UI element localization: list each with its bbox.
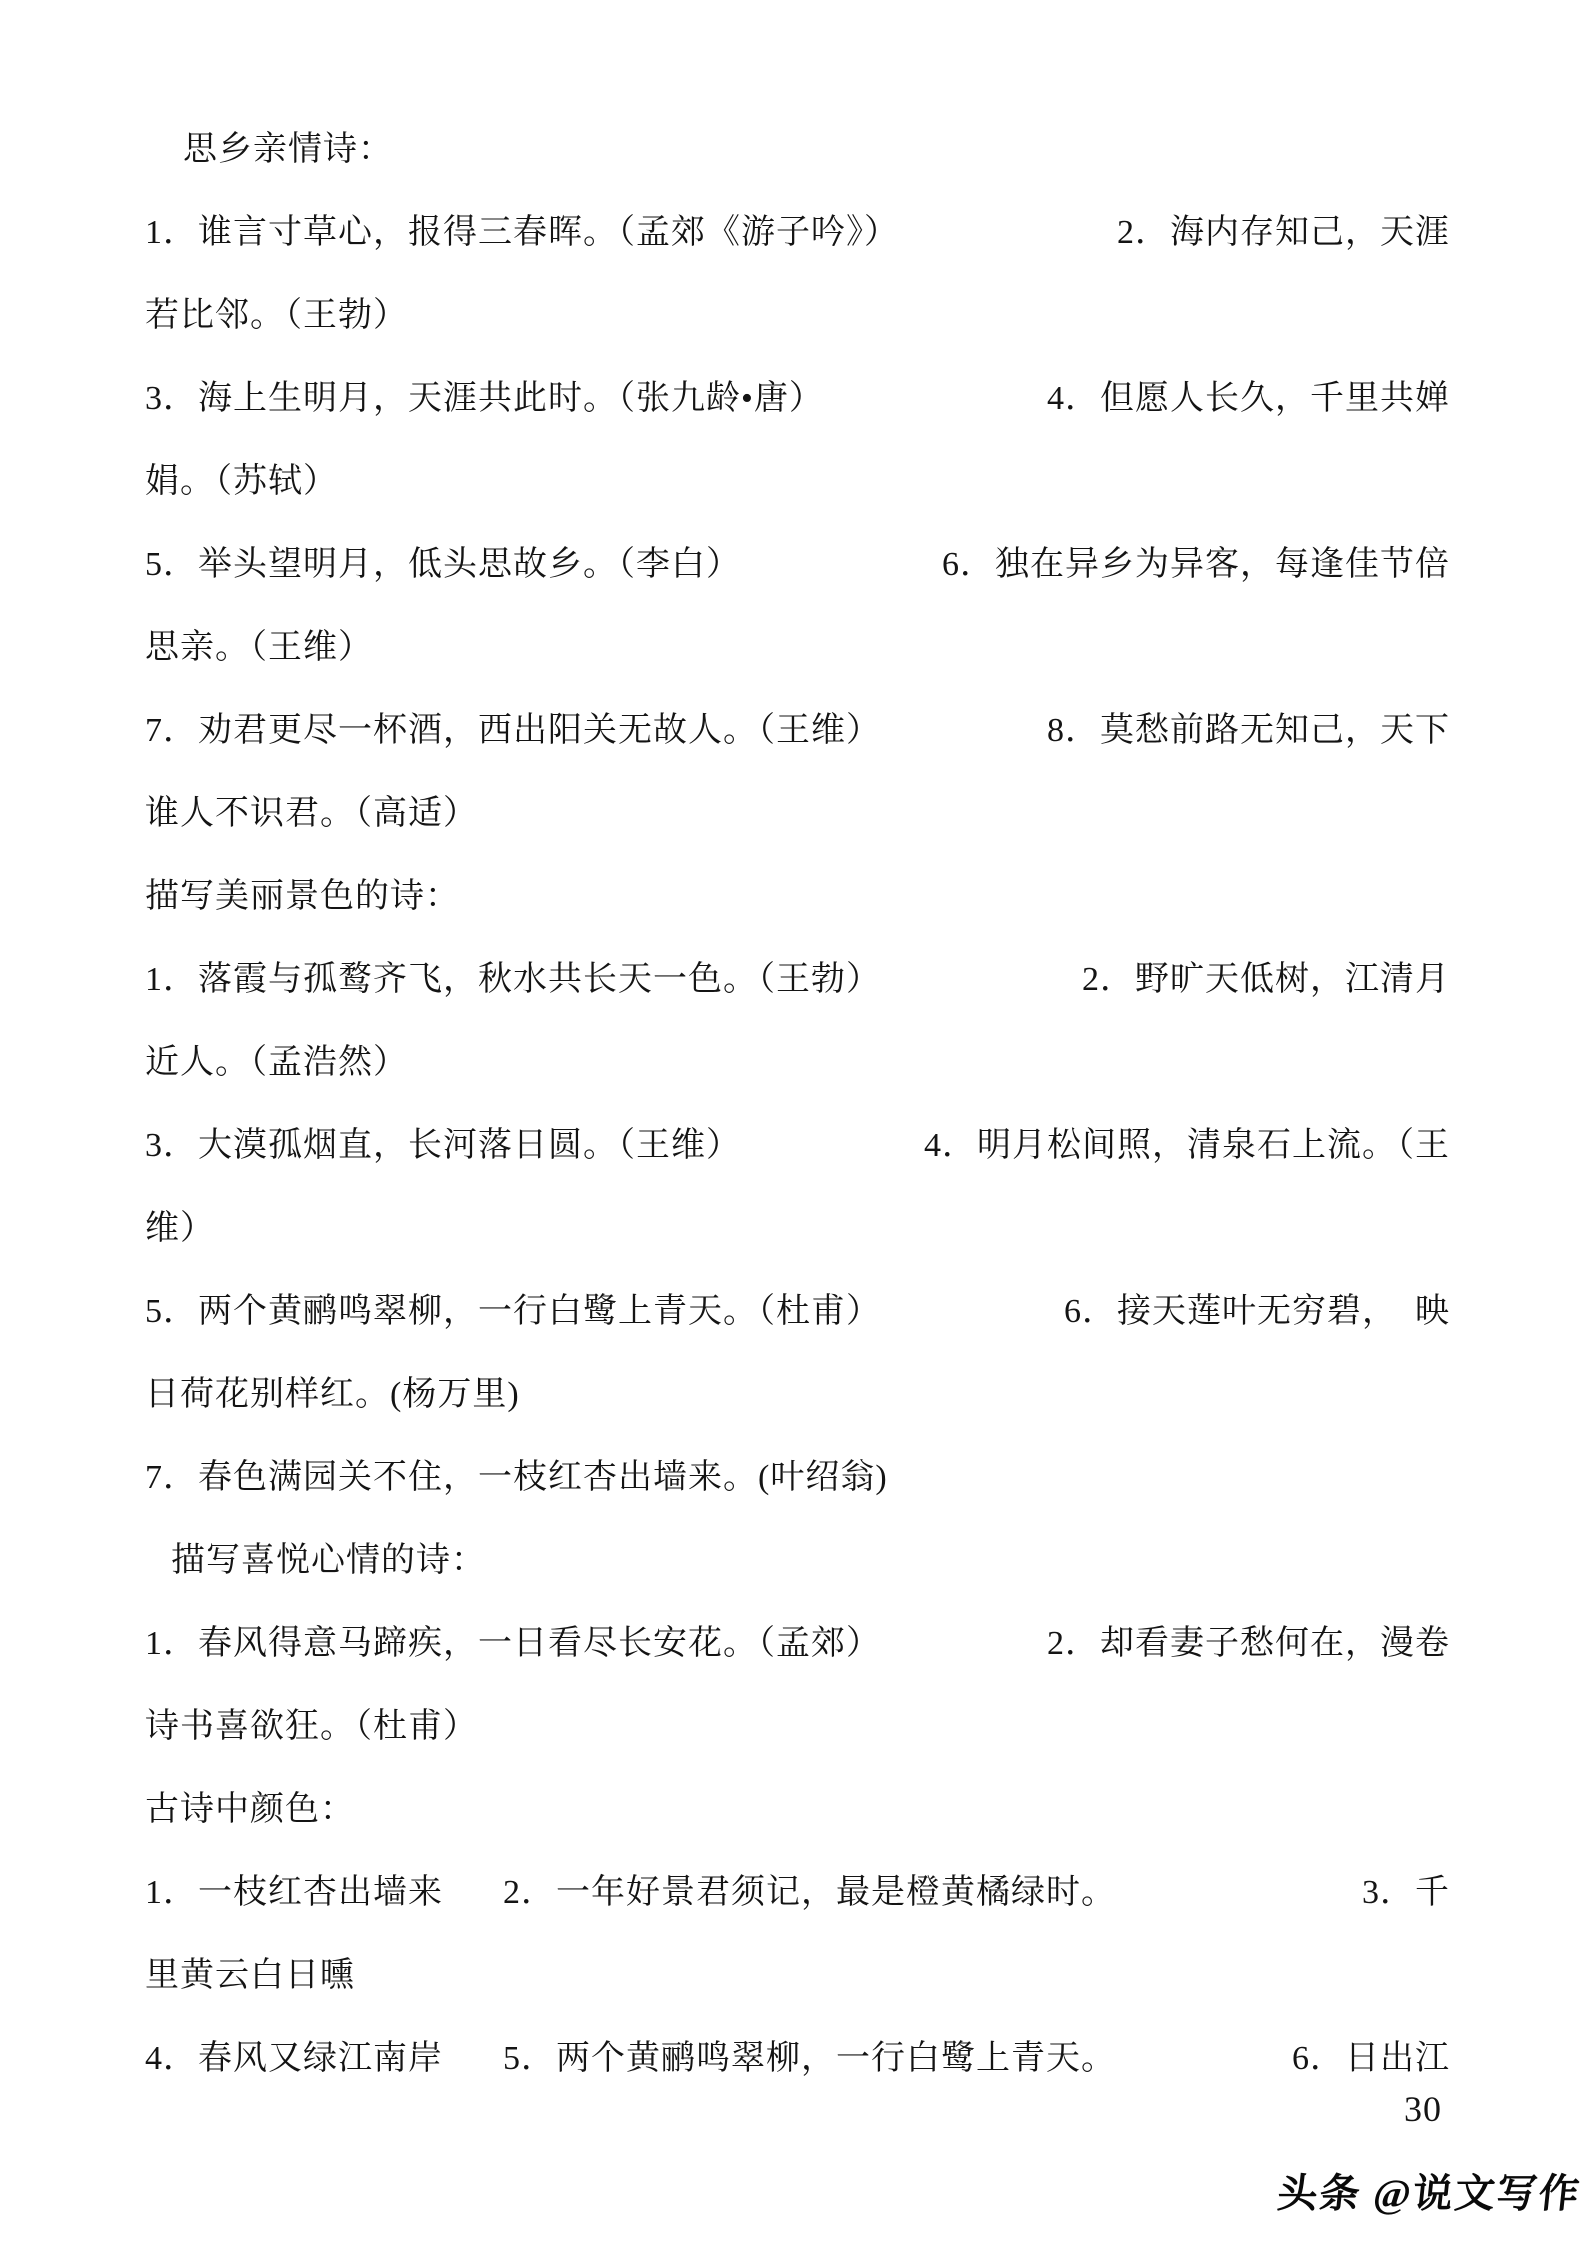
section-title-colors [145, 1764, 1450, 1847]
poem-quote: 里黄云白日曛 [145, 1957, 355, 1994]
poem-quote: 8．莫愁前路无知己，天下 [1047, 712, 1450, 749]
watermark: 头条 @说文写作 [1275, 2171, 1584, 2216]
poem-quote: 3．海上生明月，天涯共此时。（张九龄•唐） [145, 380, 824, 417]
section-title: 描写美丽景色的诗： [145, 878, 460, 915]
poem-line [145, 685, 1450, 768]
poem-line [145, 2013, 1450, 2096]
page-number: 30 [1404, 2089, 1442, 2129]
poem-quote: 3．千 [1362, 1874, 1450, 1911]
section-title: 古诗中颜色： [145, 1791, 355, 1828]
poem-line [145, 934, 1450, 1017]
poem-line-continuation [145, 436, 1450, 519]
poem-quote: 2．海内存知己，天涯 [1117, 214, 1450, 251]
document-body [145, 104, 1450, 2096]
section-title: 描写喜悦心情的诗： [171, 1542, 486, 1579]
poem-quote: 7．春色满园关不住，一枝红杏出墙来。(叶绍翁) [145, 1459, 888, 1496]
poem-line-continuation [145, 270, 1450, 353]
section-title: 思乡亲情诗： [183, 131, 393, 168]
poem-quote: 2．却看妻子愁何在，漫卷 [1047, 1625, 1450, 1662]
poem-quote: 4．但愿人长久，千里共婵 [1047, 380, 1450, 417]
poem-quote: 5．举头望明月，低头思故乡。（李白） [145, 546, 741, 583]
poem-quote: 4．明月松间照，清泉石上流。（王 [924, 1127, 1450, 1164]
poem-quote: 近人。（孟浩然） [145, 1044, 408, 1081]
poem-quote: 娟。（苏轼） [145, 463, 338, 500]
poem-quote: 7．劝君更尽一杯酒，西出阳关无故人。（王维） [145, 712, 881, 749]
poem-quote: 6．接天莲叶无穷碧， 映 [1064, 1293, 1450, 1330]
poem-quote: 1．一枝红杏出墙来 [145, 1874, 443, 1911]
poem-quote: 诗书喜欲狂。（杜甫） [145, 1708, 478, 1745]
poem-quote: 4．春风又绿江南岸 [145, 2040, 443, 2077]
poem-line-continuation [145, 1349, 1450, 1432]
poem-quote: 6．日出江 [1292, 2040, 1450, 2077]
poem-quote: 谁人不识君。（高适） [145, 795, 478, 832]
poem-quote: 若比邻。（王勃） [145, 297, 408, 334]
poem-line [145, 1598, 1450, 1681]
poem-line-continuation [145, 768, 1450, 851]
poem-quote: 3．大漠孤烟直，长河落日圆。（王维） [145, 1127, 741, 1164]
poem-quote: 1．谁言寸草心，报得三春晖。（孟郊《游子吟》） [145, 214, 899, 251]
poem-line-continuation [145, 1681, 1450, 1764]
poem-line [145, 353, 1450, 436]
poem-quote: 1．落霞与孤鹜齐飞，秋水共长天一色。（王勃） [145, 961, 881, 998]
poem-quote: 日荷花别样红。(杨万里) [145, 1376, 520, 1413]
poem-quote: 思亲。（王维） [145, 629, 373, 666]
poem-line [145, 1432, 1450, 1515]
poem-quote: 维） [145, 1210, 215, 1247]
poem-line-continuation [145, 1017, 1450, 1100]
poem-line-continuation [145, 1930, 1450, 2013]
poem-quote: 5．两个黄鹂鸣翠柳，一行白鹭上青天。 [503, 2040, 1116, 2077]
poem-quote: 1．春风得意马蹄疾，一日看尽长安花。（孟郊） [145, 1625, 881, 1662]
poem-line [145, 1847, 1450, 1930]
poem-line [145, 519, 1450, 602]
poem-quote: 2．一年好景君须记，最是橙黄橘绿时。 [503, 1874, 1116, 1911]
poem-line [145, 1266, 1450, 1349]
section-title-homesickness [145, 104, 1450, 187]
section-title-scenery [145, 851, 1450, 934]
poem-line [145, 187, 1450, 270]
poem-line [145, 1100, 1450, 1183]
poem-line-continuation [145, 602, 1450, 685]
poem-quote: 5．两个黄鹂鸣翠柳，一行白鹭上青天。（杜甫） [145, 1293, 881, 1330]
poem-line-continuation [145, 1183, 1450, 1266]
poem-quote: 2．野旷天低树，江清月 [1082, 961, 1450, 998]
section-title-joy [145, 1515, 1450, 1598]
poem-quote: 6．独在异乡为异客，每逢佳节倍 [942, 546, 1450, 583]
